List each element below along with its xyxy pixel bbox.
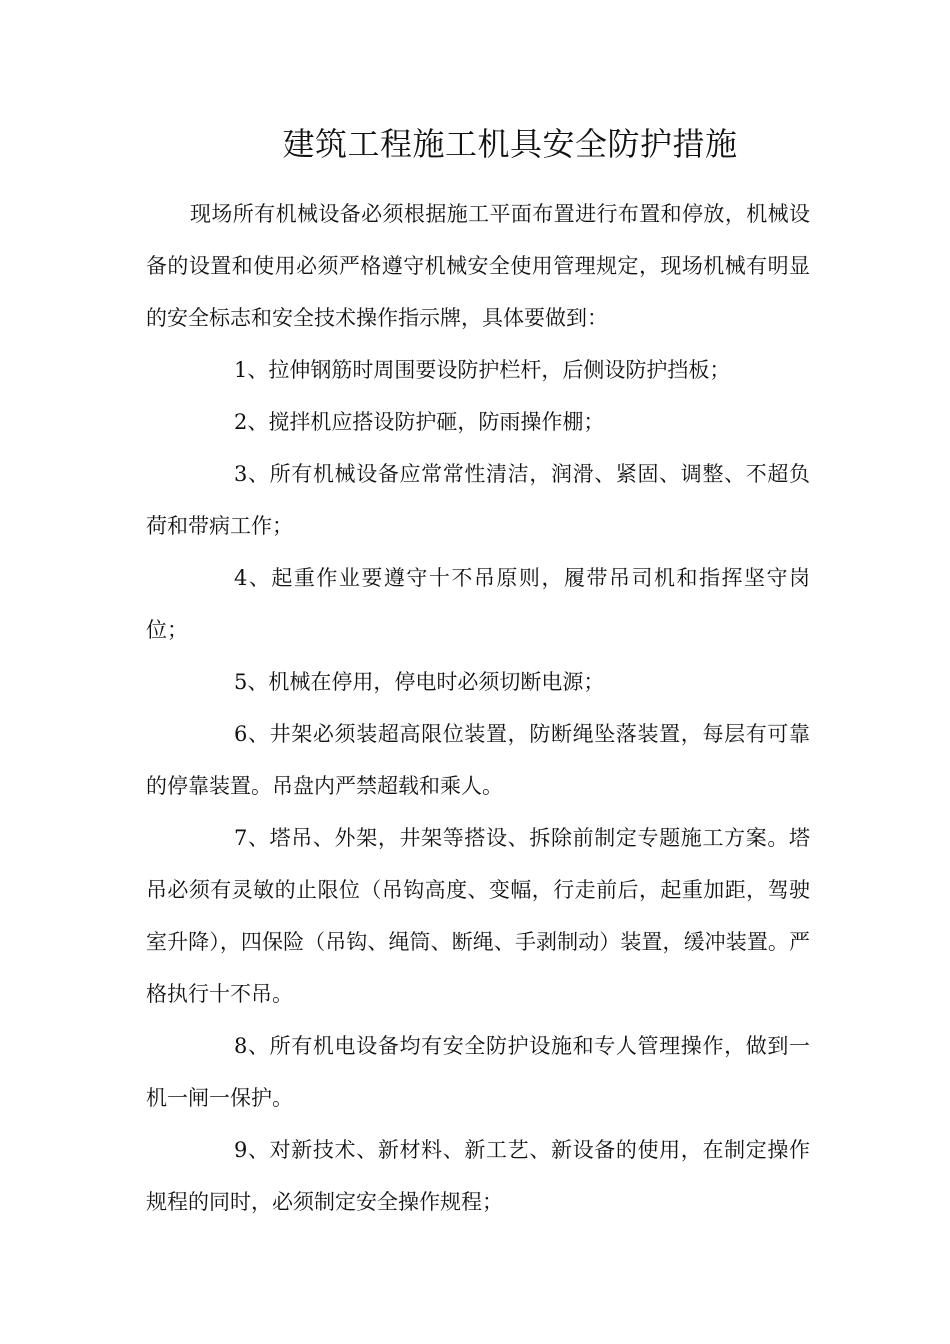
list-item-3: 3、所有机械设备应常常性清洁，润滑、紧固、调整、不超负荷和带病工作； [146, 462, 810, 538]
list-item-8: 8、所有机电设备均有安全防护设施和专人管理操作，做到一机一闸一保护。 [146, 1034, 810, 1110]
list-item-7: 7、塔吊、外架，井架等搭设、拆除前制定专题施工方案。塔吊必须有灵敏的止限位（吊钩高度、变幅，行走前后，起重加距，驾驶室升降），四保险（吊钩、绳筒、断绳、手剥制动）装置，缓冲装置。严格执行十不吊。 [146, 826, 810, 1006]
document-body [146, 188, 810, 1228]
list-item-9: 9、对新技术、新材料、新工艺、新设备的使用，在制定操作规程的同时，必须制定安全操作规程； [146, 1138, 810, 1214]
list-item-5: 5、机械在停用，停电时必须切断电源； [234, 670, 605, 694]
list-item-6: 6、井架必须装超高限位装置，防断绳坠落装置，每层有可靠的停靠装置。吊盘内严禁超载和乘人。 [146, 722, 810, 798]
intro-paragraph: 现场所有机械设备必须根据施工平面布置进行布置和停放，机械设备的设置和使用必须严格遵守机械安全使用管理规定，现场机械有明显的安全标志和安全技术操作指示牌，具体要做到： [146, 202, 810, 330]
list-item-4: 4、起重作业要遵守十不吊原则，履带吊司机和指挥坚守岗位； [146, 566, 810, 642]
document-title: 建筑工程施工机具安全防护措施 [282, 125, 738, 163]
list-item-2: 2、搅拌机应搭设防护砸，防雨操作棚； [234, 410, 605, 434]
list-item-1: 1、拉伸钢筋时周围要设防护栏杆，后侧设防护挡板； [234, 358, 731, 382]
